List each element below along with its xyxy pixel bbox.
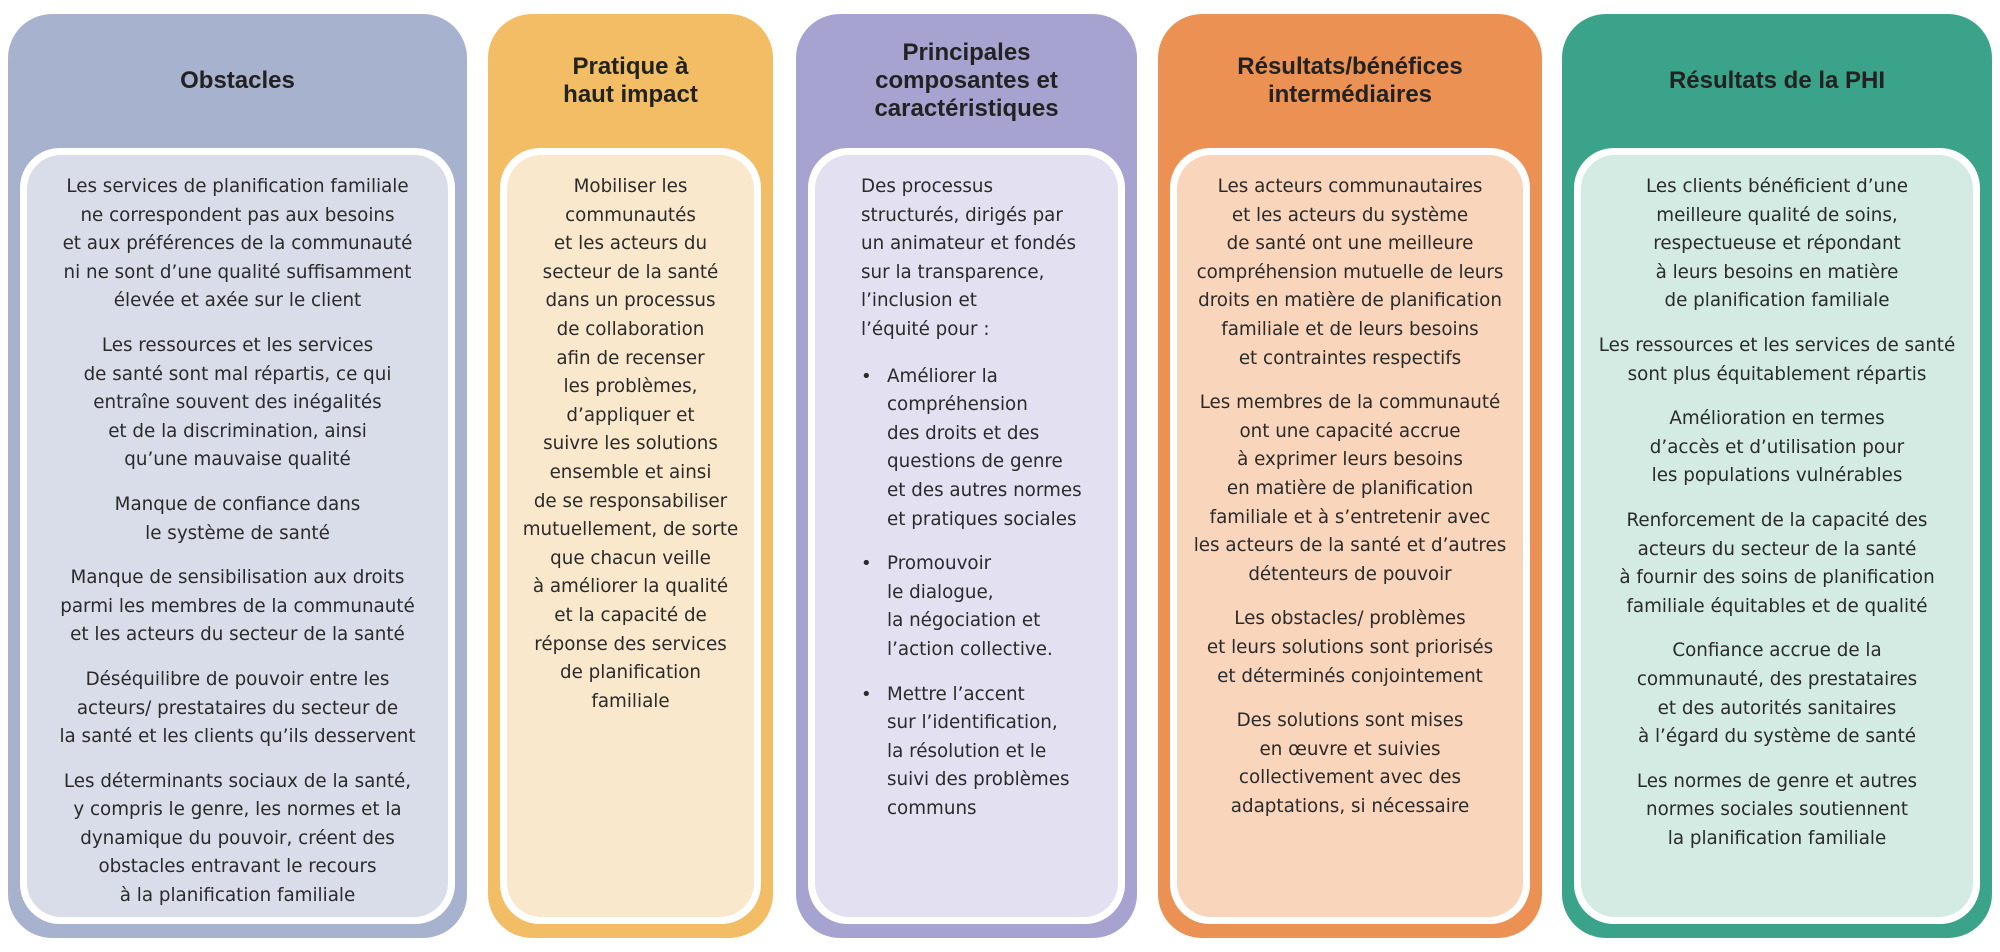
composantes-intro: Des processus structurés, dirigés par un animateur et fondés sur la transparence, l’inclusion et l’équité pour : [861,176,1077,340]
intermediaire-item: Les obstacles/ problèmes et leurs solutions sont priorisés et déterminés conjointement [1206,608,1494,687]
intermediaire-item: Des solutions sont mises en œuvre et suivies collectivement avec des adaptations, si nécessaire [1230,710,1470,817]
column-body-obstacles [20,148,455,924]
intermediaire-item: Les membres de la communauté ont une capacité accrue à exprimer leurs besoins en matière de planification familiale et à s’entretenir avec les acteurs de la santé et d’autres détenteurs de pouvoir [1193,392,1507,585]
resultat-item: Les clients bénéficient d’une meilleure qualité de soins, respectueuse et répondant à leurs besoins en matière de planification familiale [1646,176,1908,312]
obstacle-item: Les ressources et les services de santé sont mal répartis, ce qui entraîne souvent des inégalités et de la discrimination, ainsi qu’une mauvaise qualité [83,334,392,471]
bullet-icon: • [861,365,872,387]
column-composantes [796,14,1137,938]
column-body-composantes [808,148,1125,924]
obstacle-item: Déséquilibre de pouvoir entre les acteurs/ prestataires du secteur de la santé et les clients qu’ils desservent [59,668,416,748]
bullet-text: Promouvoir le dialogue, la négociation et l’action collective. [887,553,1053,660]
bullet-icon: • [861,683,872,705]
column-body-intermediaires [1170,148,1530,924]
column-title-composantes: Principales composantes et caractéristiques [874,39,1059,122]
bullet-text: Mettre l’accent sur l’identification, la résolution et le suivi des problèmes communs [887,683,1070,819]
bullet-icon: • [861,553,872,575]
resultat-item: Les normes de genre et autres normes sociales soutiennent la planification familiale [1636,770,1918,849]
column-body-pratique [500,148,761,924]
list-item [861,550,1088,664]
column-body-resultats [1574,148,1980,924]
column-title-obstacles: Obstacles [180,67,295,94]
column-content-obstacles [27,155,448,917]
resultat-item: Amélioration en termes d’accès et d’utilisation pour les populations vulnérables [1649,408,1905,487]
bullet-text: Améliorer la compréhension des droits et des questions de genre et des autres normes et pratiques sociales [887,365,1082,530]
column-content-intermediaires [1177,155,1523,917]
obstacle-item: Les déterminants sociaux de la santé, y compris le genre, les normes et la dynamique du pouvoir, créent des obstacles entravant le recours à la planification familiale [63,770,412,907]
column-title-resultats: Résultats de la PHI [1668,67,1886,94]
resultat-item: Confiance accrue de la communauté, des prestataires et des autorités sanitaires à l’égard du système de santé [1636,640,1918,748]
column-title-pratique: Pratique à haut impact [563,53,698,108]
obstacle-item: Manque de sensibilisation aux droits parmi les membres de la communauté et les acteurs du secteur de la santé [60,567,415,646]
composantes-list [861,363,1088,824]
column-intermediaires [1158,14,1542,938]
obstacle-item: Les services de planification familiale ne correspondent pas aux besoins et aux préférences de la communauté ni ne sont d’une qualité suffisamment élevée et axée sur le client [62,176,413,312]
column-resultats [1562,14,1992,938]
column-title-intermediaires: Résultats/bénéfices intermédiaires [1237,53,1463,108]
list-item [861,363,1088,535]
column-obstacles [8,14,467,938]
list-item [861,681,1088,824]
column-content-pratique [507,155,754,917]
column-content-composantes [815,155,1118,917]
column-content-resultats [1581,155,1973,917]
column-pratique [488,14,773,938]
resultat-item: Renforcement de la capacité des acteurs du secteur de la santé à fournir des soins de planification familiale équitables et de qualité [1619,509,1935,617]
obstacle-item: Manque de confiance dans le système de santé [114,493,361,544]
intermediaire-item: Les acteurs communautaires et les acteurs du système de santé ont une meilleure compréhension mutuelle de leurs droits en matière de planification familiale et de leurs besoins et contraintes respectifs [1196,176,1504,369]
resultat-item: Les ressources et les services de santé sont plus équitablement répartis [1598,334,1956,385]
pratique-text: Mobiliser les communautés et les acteurs du secteur de la santé dans un processus de collaboration afin de recenser les problèmes, d’appliquer et suivre les solutions ensemble et ainsi de se responsabiliser mutuellement, de sorte que chacun veille à améliorer la qualité et la capacité de réponse des services de planification familiale [522,176,739,712]
